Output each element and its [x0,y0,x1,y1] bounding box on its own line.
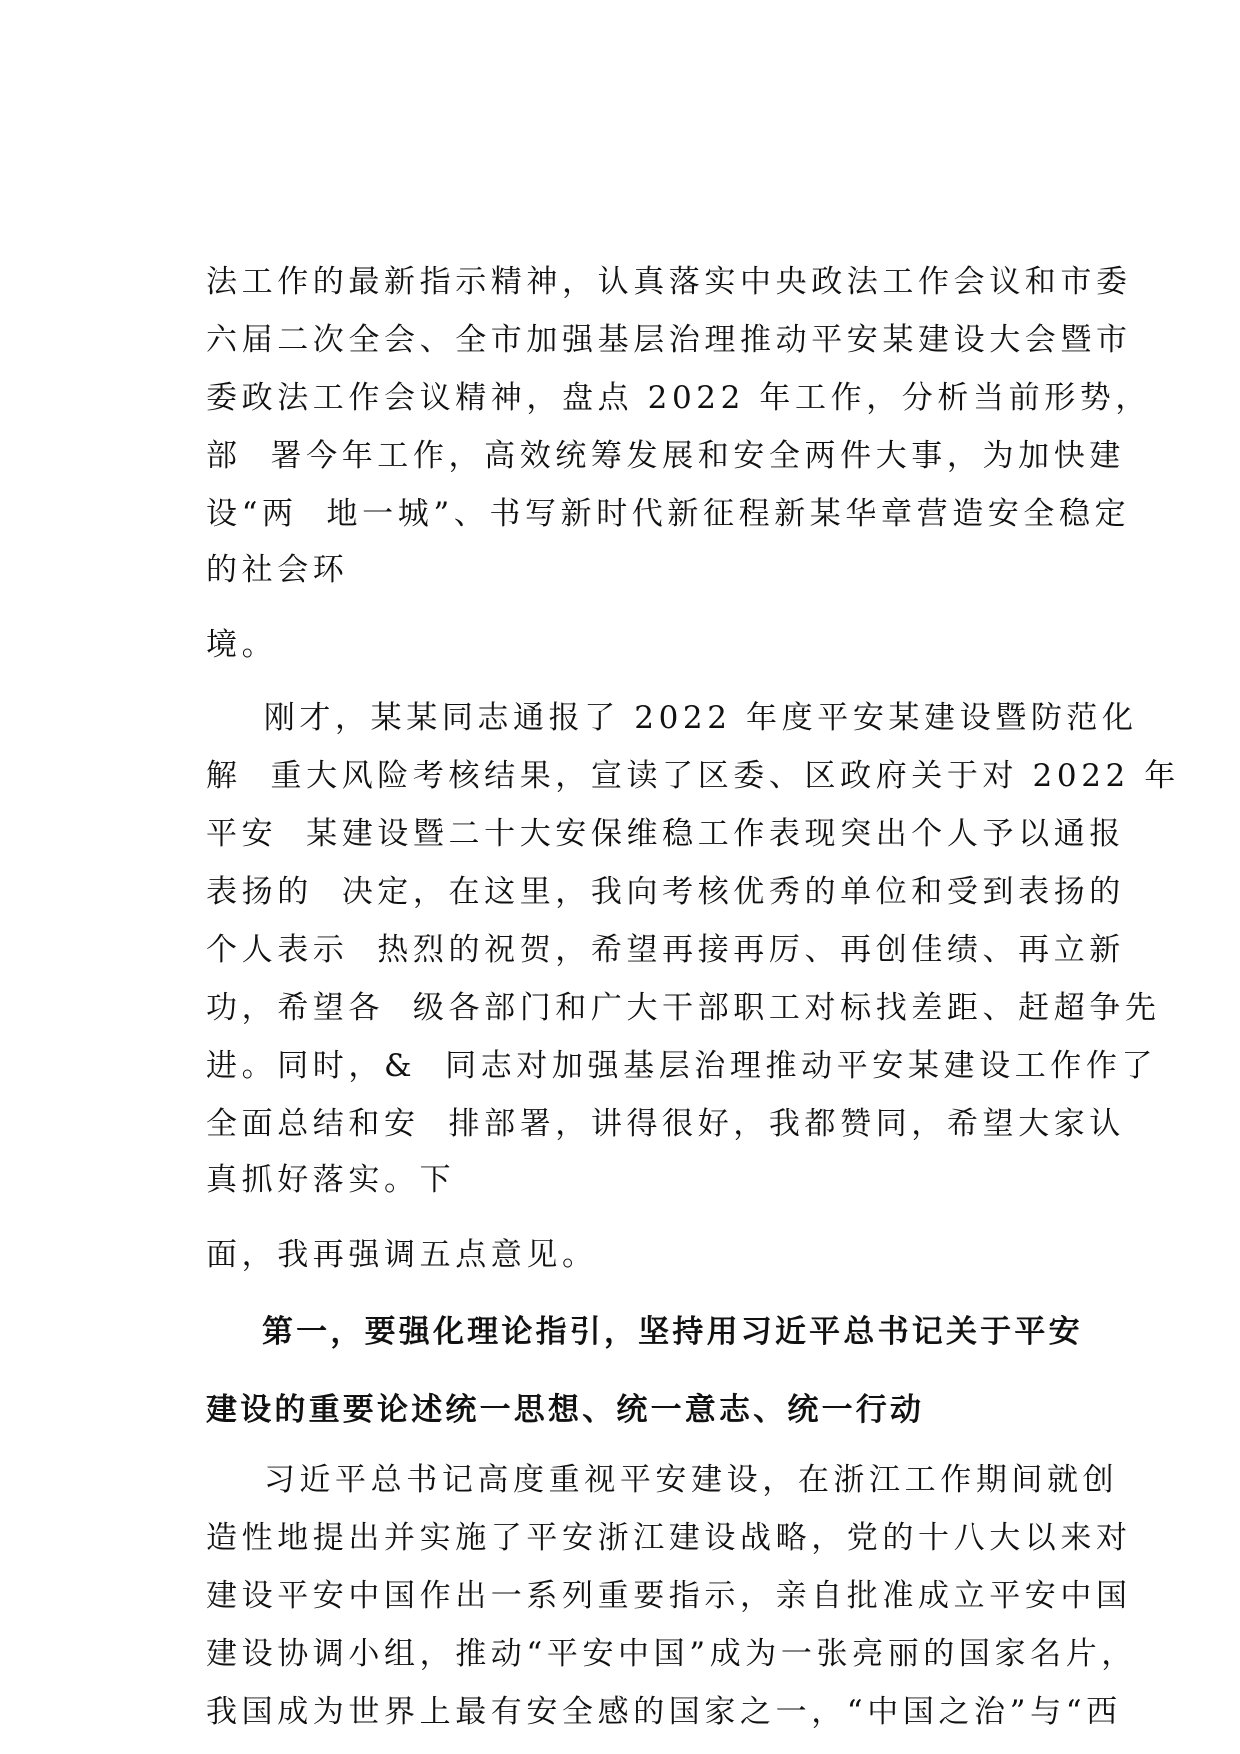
paragraph-line: 部 署今年工作，高效统筹发展和安全两件大事，为加快建 [206,438,1125,474]
paragraph-line: 进。同时，& 同志对加强基层治理推动平安某建设工作作了 [206,1048,1158,1084]
paragraph-line: 委政法工作会议精神，盘点 2022 年工作，分析当前形势， [206,380,1151,416]
paragraph-line: 建设平安中国作出一系列重要指示，亲自批准成立平安中国 [206,1578,1132,1614]
paragraph-line: 个人表示 热烈的祝贺，希望再接再厉、再创佳绩、再立新 [206,932,1125,968]
section-heading: 建设的重要论述统一思想、统一意志、统一行动 [206,1392,925,1428]
paragraph-line: 造性地提出并实施了平安浙江建设战略，党的十八大以来对 [206,1520,1132,1556]
paragraph-line: 我国成为世界上最有安全感的国家之一，“中国之治”与“西 [206,1694,1122,1730]
paragraph-line: 境。 [206,627,278,663]
paragraph-line: 设“两 地一城”、书写新时代新征程新某华章营造安全稳定 [206,496,1131,532]
paragraph-line: 表扬的 决定，在这里，我向考核优秀的单位和受到表扬的 [206,874,1125,910]
paragraph-line: 习近平总书记高度重视平安建设，在浙江工作期间就创 [206,1462,1119,1498]
paragraph-line: 解 重大风险考核结果，宣读了区委、区政府关于对 2022 年 [206,758,1180,794]
paragraph-line: 面，我再强调五点意见。 [206,1237,598,1273]
paragraph-line: 刚才，某某同志通报了 2022 年度平安某建设暨防范化 [206,700,1138,736]
paragraph-line: 的社会环 [206,552,349,588]
paragraph-line: 六届二次全会、全市加强基层治理推动平安某建设大会暨市 [206,322,1132,358]
section-heading: 第一，要强化理论指引，坚持用习近平总书记关于平安 [206,1314,1083,1350]
paragraph-line: 真抓好落实。下 [206,1162,456,1198]
paragraph-line: 法工作的最新指示精神，认真落实中央政法工作会议和市委 [206,264,1132,300]
paragraph-line: 平安 某建设暨二十大安保维稳工作表现突出个人予以通报 [206,816,1125,852]
paragraph-line: 建设协调小组，推动“平安中国”成为一张亮丽的国家名片， [206,1636,1137,1672]
paragraph-line: 功，希望各 级各部门和广大干部职工对标找差距、赶超争先 [206,990,1161,1026]
paragraph-line: 全面总结和安 排部署，讲得很好，我都赞同，希望大家认 [206,1106,1125,1142]
